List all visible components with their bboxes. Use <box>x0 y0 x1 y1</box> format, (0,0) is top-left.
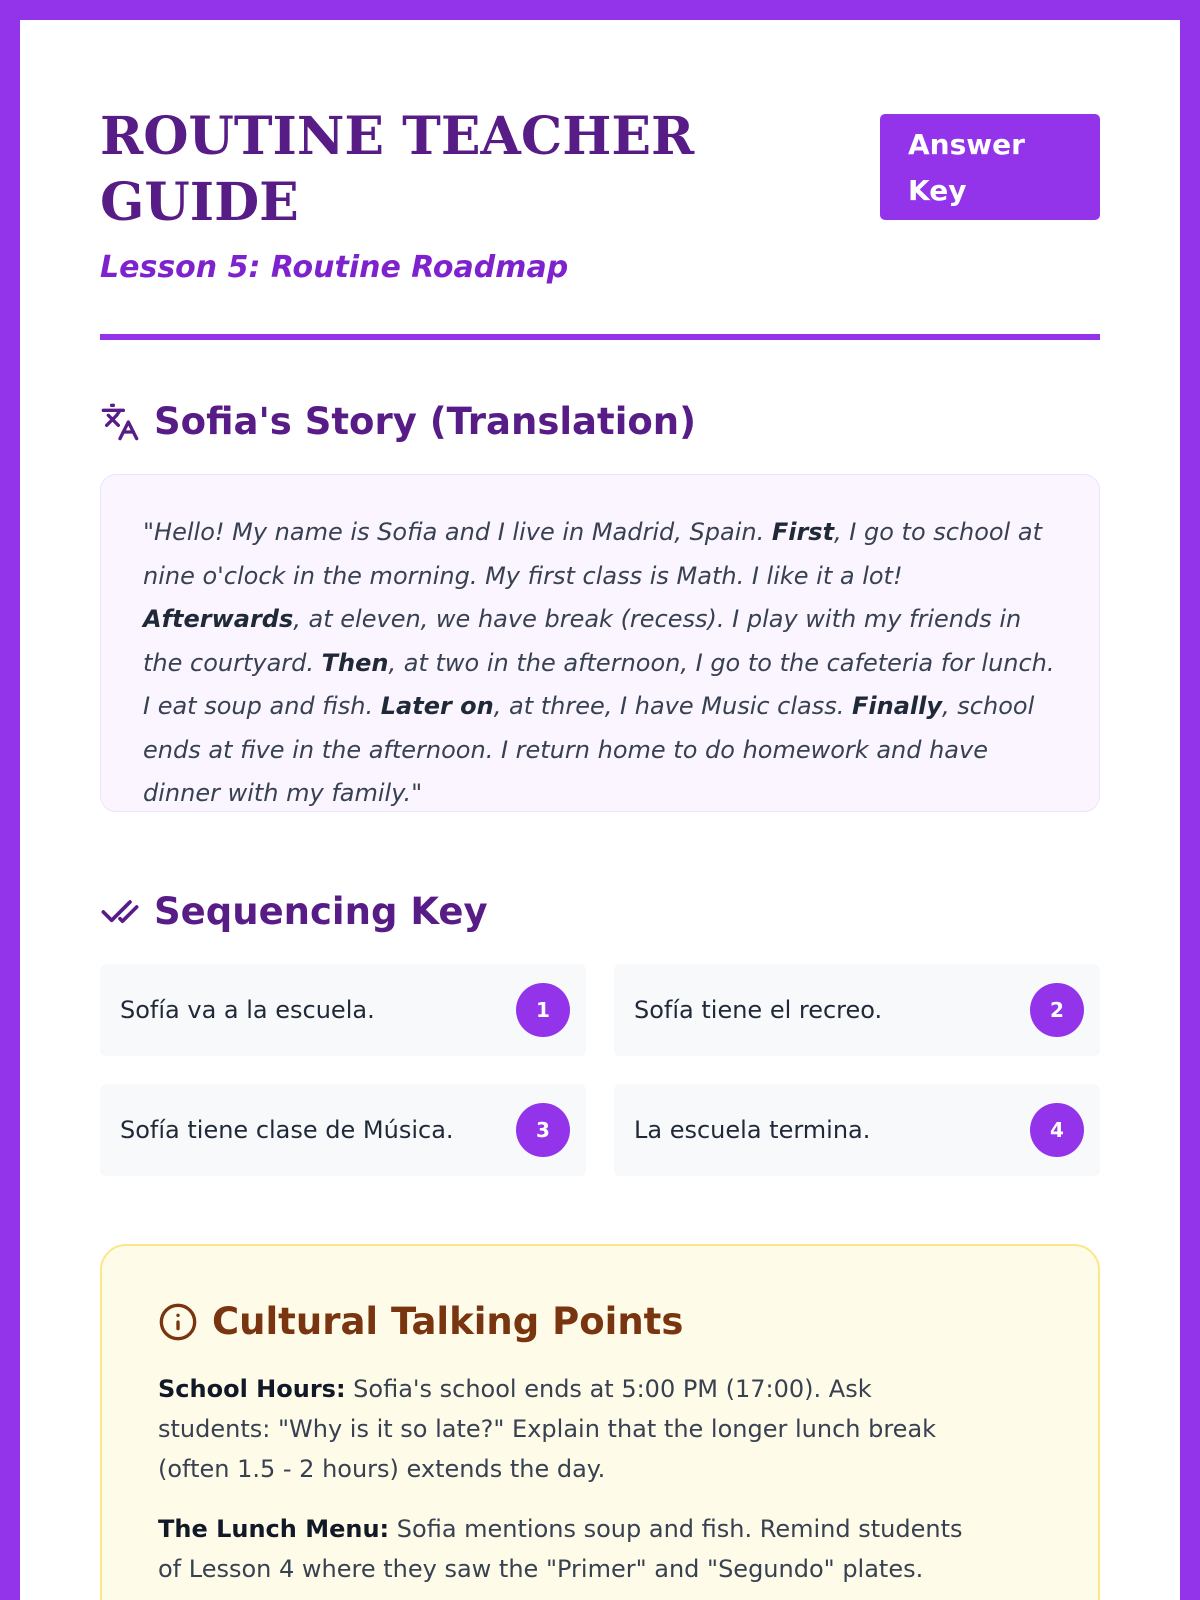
info-icon <box>158 1302 198 1342</box>
sequence-item <box>100 964 586 1056</box>
sequence-item <box>614 964 1100 1056</box>
story-segment: , I go to school at nine o'clock in the morning. My first class is Math. I like it a lot! <box>143 518 1042 590</box>
sequence-number-badge: 4 <box>1030 1103 1084 1157</box>
story-segment: "Hello! My name is Sofia and I live in Madrid, Spain. <box>143 518 772 546</box>
cultural-notes-box <box>100 1244 1100 1600</box>
talking-point <box>158 1369 978 1489</box>
sequence-item <box>614 1084 1100 1176</box>
story-heading-text: Sofia's Story (Translation) <box>154 400 697 443</box>
sequence-item-text: Sofía tiene el recreo. <box>634 996 883 1024</box>
talking-point-label: School Hours: <box>158 1375 346 1403</box>
guide-page <box>20 20 1180 1600</box>
transition-word: Afterwards <box>143 605 294 633</box>
cultural-heading <box>158 1300 1042 1343</box>
guide-content <box>100 20 1100 1583</box>
story-heading <box>100 400 696 443</box>
transition-word: Later on <box>380 692 494 720</box>
talking-point-text: Sofia's school ends at 5:00 PM (17:00). Ask students: "Why is it so late?" Explain that the longer lunch break (often 1.5 - 2 hours) extends the day. <box>158 1375 937 1483</box>
talking-point <box>158 1509 978 1589</box>
double-check-icon <box>100 892 140 932</box>
story-segment: , at eleven, we have break (recess). I play with my friends in the courtyard. <box>143 605 1022 677</box>
answer-key-badge: Answer Key <box>880 114 1100 220</box>
talking-point-label: The Lunch Menu: <box>158 1515 390 1543</box>
guide-header <box>100 20 1100 340</box>
sequence-item <box>100 1084 586 1176</box>
transition-word: Then <box>321 648 389 677</box>
transition-word: Finally <box>852 692 943 720</box>
story-card <box>100 474 1100 812</box>
lesson-subtitle: Lesson 5: Routine Roadmap <box>100 250 569 285</box>
sequence-number-badge: 3 <box>516 1103 570 1157</box>
sequence-number-badge: 2 <box>1030 983 1084 1037</box>
sequence-item-text: Sofía tiene clase de Música. <box>120 1116 454 1144</box>
translate-icon <box>100 402 140 442</box>
talking-point-text: Sofia mentions soup and fish. Remind students of Lesson 4 where they saw the "Primer" and "Segundo" plates. <box>158 1515 963 1583</box>
sequencing-heading-text: Sequencing Key <box>154 890 488 933</box>
story-paragraph <box>143 511 1057 816</box>
story-segment: , at two in the afternoon, I go to the cafeteria for lunch. I eat soup and fish. <box>143 648 1055 720</box>
sequence-number-badge: 1 <box>516 983 570 1037</box>
sequencing-heading <box>100 890 488 933</box>
sequence-item-text: La escuela termina. <box>634 1116 871 1144</box>
story-segment: , at three, I have Music class. <box>493 692 853 720</box>
story-segment: , school ends at five in the afternoon. I return home to do homework and have dinner with my family." <box>143 692 1035 807</box>
transition-word: First <box>771 518 835 546</box>
sequence-item-text: Sofía va a la escuela. <box>120 996 375 1024</box>
page-title: ROUTINE TEACHER GUIDE <box>100 106 695 233</box>
cultural-heading-text: Cultural Talking Points <box>212 1300 684 1343</box>
